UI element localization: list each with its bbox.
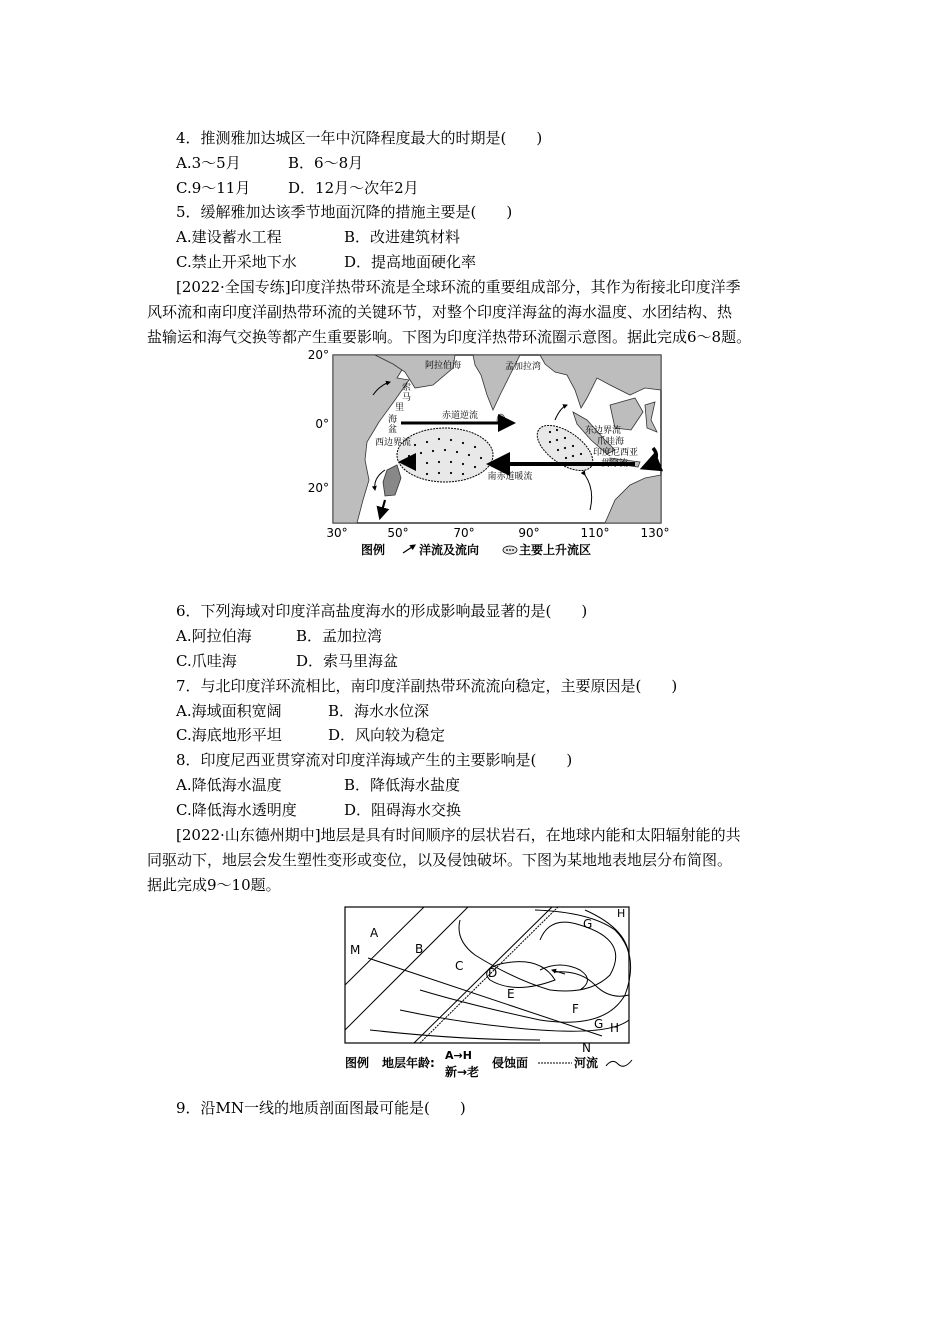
q4-option-d[interactable]: D．12月～次年2月	[288, 179, 419, 197]
point-label-m: M	[350, 943, 361, 957]
intro1-line3: 盐输运和海气交换等都产生重要影响。下图为印度洋热带环流圈示意图。据此完成6～8题。	[147, 328, 752, 346]
map2-legend-age-bottom: 新→老	[445, 1065, 480, 1079]
stratum-label-b: B	[415, 942, 424, 956]
stratum-label-g-top: G	[583, 917, 593, 931]
label-south-equatorial: 南赤道暖流	[487, 472, 533, 482]
stratum-label-c: C	[455, 959, 464, 973]
q8-option-a[interactable]: A.降低海水温度	[176, 776, 282, 794]
q5-option-a[interactable]: A.建设蓄水工程	[176, 228, 282, 246]
label-somali-4: 海	[388, 415, 398, 425]
stratum-label-a: A	[370, 926, 379, 940]
label-somali-3: 里	[395, 403, 405, 413]
label-somali-2: 马	[402, 393, 412, 403]
lat-label-20n: 20°	[307, 350, 329, 362]
q6-option-b[interactable]: B．孟加拉湾	[296, 627, 383, 645]
legend-current-symbol	[403, 545, 415, 553]
stratum-label-e: E	[507, 987, 515, 1001]
intro2-line1: [2022·山东德州期中]地层是具有时间顺序的层状岩石，在地球内能和太阳辐射能的共	[176, 826, 741, 844]
q5-option-b[interactable]: B．改进建筑材料	[344, 228, 461, 246]
q8-option-b[interactable]: B．降低海水盐度	[344, 776, 461, 794]
intro2-line2: 同驱动下，地层会发生塑性变形或变位，以及侵蚀破坏。下图为某地地表地层分布简图。	[147, 851, 733, 869]
intro1-line1: [2022·全国专练]印度洋热带环流是全球环流的重要组成部分，其作为衔接北印度洋季	[176, 278, 741, 296]
point-label-n: N	[582, 1041, 591, 1055]
stratum-label-g-bottom: G	[594, 1017, 604, 1031]
q7-option-c[interactable]: C.海底地形平坦	[176, 726, 282, 744]
q8-stem: 8．印度尼西亚贯穿流对印度洋海域产生的主要影响是( )	[176, 751, 573, 769]
q5-option-d[interactable]: D．提高地面硬化率	[344, 253, 477, 271]
lon-label-30: 30°	[326, 526, 348, 540]
label-somali-5: 盆	[388, 425, 398, 435]
stratum-label-h-bottom: H	[610, 1021, 620, 1035]
q4-option-a[interactable]: A.3～5月	[176, 154, 241, 172]
lon-label-50: 50°	[387, 526, 409, 540]
q9-stem: 9．沿MN一线的地质剖面图最可能是( )	[176, 1099, 466, 1117]
intro2-line3: 据此完成9～10题。	[147, 876, 281, 894]
q8-option-d[interactable]: D．阻碍海水交换	[344, 801, 462, 819]
stratum-label-f: F	[572, 1002, 579, 1016]
map2-legend-river: 河流	[574, 1056, 599, 1070]
stratum-label-d: D	[488, 966, 498, 980]
lon-label-90: 90°	[518, 526, 540, 540]
q4-stem: 4．推测雅加达城区一年中沉降程度最大的时期是( )	[176, 129, 543, 147]
lat-label-0: 0°	[315, 417, 329, 431]
lon-label-130: 130°	[640, 526, 670, 540]
label-bay-of-bengal: 孟加拉湾	[504, 362, 542, 372]
map2-legend-erosion: 侵蚀面	[492, 1056, 529, 1070]
q4-option-b[interactable]: B．6～8月	[288, 154, 364, 172]
label-java-sea: 爪哇海	[597, 437, 625, 447]
indian-ocean-circulation-map	[305, 350, 675, 565]
q7-option-b[interactable]: B．海水水位深	[328, 702, 430, 720]
label-eastern-boundary: 东边界流	[585, 426, 622, 436]
q8-option-c[interactable]: C.降低海水透明度	[176, 801, 297, 819]
q6-option-c[interactable]: C.爪哇海	[176, 652, 237, 670]
q5-option-c[interactable]: C.禁止开采地下水	[176, 253, 297, 271]
q7-option-a[interactable]: A.海域面积宽阔	[176, 702, 282, 720]
q6-option-a[interactable]: A.阿拉伯海	[176, 627, 252, 645]
lon-label-70: 70°	[453, 526, 475, 540]
lat-label-20s: 20°	[307, 481, 329, 495]
legend-upwelling-label: 主要上升流区	[519, 543, 592, 557]
legend-title: 图例	[361, 543, 386, 557]
label-arabian-sea: 阿拉伯海	[424, 361, 462, 371]
q7-stem: 7．与北印度洋环流相比，南印度洋副热带环流流向稳定，主要原因是( )	[176, 677, 678, 695]
map2-legend-age: 地层年龄:	[382, 1056, 435, 1070]
legend-current-label: 洋流及流向	[419, 543, 480, 557]
q4-option-c[interactable]: C.9～11月	[176, 179, 251, 197]
label-somali-1: 索	[402, 383, 412, 393]
label-western-boundary: 西边界流	[375, 438, 412, 448]
q6-stem: 6．下列海域对印度洋高盐度海水的形成影响最显著的是( )	[176, 602, 588, 620]
lon-label-110: 110°	[580, 526, 610, 540]
map2-legend-age-top: A→H	[445, 1049, 472, 1062]
label-counter-current: 赤道逆流	[441, 411, 479, 421]
q6-option-d[interactable]: D．索马里海盆	[296, 652, 399, 670]
intro1-line2: 风环流和南印度洋副热带环流的关键环节，对整个印度洋海盆的海水温度、水团结构、热	[147, 303, 733, 321]
label-itf-1: 印度尼西亚	[593, 448, 639, 458]
stratum-label-h-top: H	[617, 907, 626, 920]
q5-stem: 5．缓解雅加达该季节地面沉降的措施主要是( )	[176, 203, 513, 221]
label-itf-2: 贯穿流	[601, 459, 629, 469]
map2-legend-river-symbol	[606, 1060, 632, 1066]
strata-distribution-map	[340, 900, 650, 1090]
q7-option-d[interactable]: D．风向较为稳定	[328, 726, 446, 744]
upwelling-zone-central	[397, 428, 493, 482]
map2-legend-title: 图例	[345, 1056, 370, 1070]
